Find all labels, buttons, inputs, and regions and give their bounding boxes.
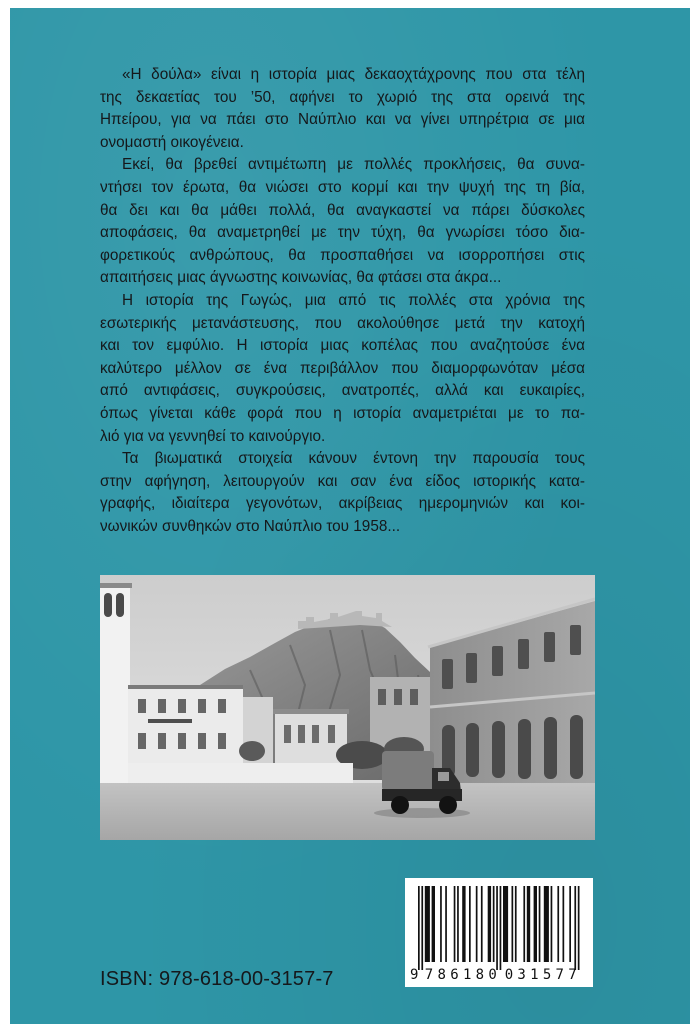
left-building-roof — [128, 685, 243, 689]
barcode-bar — [454, 886, 456, 962]
barcode-bar — [493, 886, 495, 962]
text-line: και τον εμφύλιο. Η ιστορία μιας κοπέλας που αναζητούσε ένα — [100, 337, 585, 355]
barcode-bar — [469, 886, 471, 962]
barcode-bar — [551, 886, 553, 962]
ground — [100, 783, 595, 840]
text-line: εσωτερικής μετανάστευσης, που ακολούθησε μετά την κατοχή — [100, 314, 585, 332]
text-line: απαιτήσεις μιας άγνωστης κοινωνίας, θα φτάσει στα άκρα... — [100, 269, 502, 287]
isbn-label: ISBN: 978-618-00-3157-7 — [100, 968, 334, 990]
bell-tower-window — [116, 593, 124, 617]
text-line: «Η δούλα» είναι η ιστορία μιας δεκαοχτάχρονης που στα τέλη — [122, 66, 585, 83]
barcode-guard-bar — [496, 886, 498, 970]
barcode-bar — [539, 886, 541, 962]
blurb-text — [100, 64, 585, 538]
text-line: όπως γίνεται κάθε φορά που η ιστορία αναμετριέται με το πα- — [100, 404, 585, 422]
barcode-bar — [527, 886, 530, 962]
text-line: ντήσει τον έρωτα, θα νιώσει στο κορμί και την ψυχή της τη βία, — [100, 178, 585, 196]
text-line: Ηπείρου, για να πάει στο Ναύπλιο και να γίνει υπηρέτρια σε μια — [100, 111, 585, 129]
text-line: της δεκαετίας του ’50, αφήνει το χωριό της στα ορεινά της — [100, 88, 585, 106]
barcode-bar — [432, 886, 435, 962]
barcode-first-digit: 9 — [410, 967, 419, 983]
barcode-bar — [512, 886, 514, 962]
barcode-bar — [563, 886, 565, 962]
text-line: γραφής, ιδιαίτερα γεγονότων, ακρίβειας ημερομηνιών και κοι- — [100, 495, 585, 513]
barcode-bar — [481, 886, 483, 962]
barcode-left-digits: 786180 — [424, 967, 497, 983]
text-line: στην αφήγηση, λειτουργούν και σαν ένα είδος ιστορικής κατα- — [100, 472, 585, 490]
text-line: Τα βιωματικά στοιχεία κάνουν έντονη την παρουσία τους — [122, 450, 585, 468]
tree — [239, 741, 265, 761]
barcode-bar — [569, 886, 571, 962]
barcode-graphic — [405, 878, 593, 987]
barcode-bar — [488, 886, 491, 962]
text-line: ονομαστή οικογένεια. — [100, 133, 244, 151]
barcode-bar — [462, 886, 465, 962]
cover-photo — [100, 575, 595, 840]
barcode-guard-bar — [418, 886, 420, 970]
barcode-bars — [418, 886, 580, 970]
middle-right-building-windows — [378, 689, 418, 705]
truck-wheel — [439, 796, 457, 814]
barcode-bar — [476, 886, 478, 962]
truck-cargo — [382, 751, 434, 791]
barcode-bar — [457, 886, 459, 962]
left-building-balcony — [148, 719, 192, 723]
barcode-bar — [534, 886, 537, 962]
nafplio-photo-illustration — [100, 575, 595, 840]
truck-windshield — [438, 772, 449, 781]
barcode-bar — [515, 886, 517, 962]
text-line: καλύτερο μέλλον σε ένα περιβάλλον που διαμορφωνόταν μέσα — [100, 359, 585, 377]
text-line: λιό για να γεννηθεί το καινούργιο. — [100, 427, 326, 445]
text-line: θα δει και θα μάθει πολλά, θα αναγκαστεί να πάρει δύσκολες — [100, 201, 585, 219]
barcode-guard-bar — [421, 886, 423, 970]
back-cover — [10, 8, 690, 1024]
barcode-bar — [440, 886, 442, 962]
barcode-bar — [445, 886, 447, 962]
barcode-bar — [503, 886, 508, 962]
middle-building-roof — [273, 709, 349, 714]
text-line: Εκεί, θα βρεθεί αντιμέτωπη με πολλές προκλήσεις, θα συνα- — [122, 156, 585, 174]
barcode-bar — [557, 886, 559, 962]
text-line: φορετικούς ανθρώπους, θα προσπαθήσει να ισορροπήσει στις — [100, 246, 585, 264]
barcode-bar — [425, 886, 430, 962]
barcode-right-digits: 031577 — [504, 967, 577, 983]
barcode-guard-bar — [500, 886, 502, 970]
barcode — [405, 878, 593, 987]
barcode-bar — [544, 886, 549, 962]
text-line: αποφάσεις, θα αναμετρηθεί με την τύχη, θα γνωρίσει τόσο δια- — [100, 224, 585, 242]
text-line: νωνικών συνθηκών στο Ναύπλιο του 1958... — [100, 517, 401, 535]
truck-wheel — [391, 796, 409, 814]
text-line: Η ιστορία της Γωγώς, μια από τις πολλές στα χρόνια της — [122, 291, 585, 309]
text-line: από αντιφάσεις, συγκρούσεις, ανατροπές, αλλά και ευκαιρίες, — [100, 382, 585, 400]
barcode-guard-bar — [574, 886, 576, 970]
bell-tower-roof — [100, 583, 132, 588]
barcode-guard-bar — [578, 886, 580, 970]
bell-tower-window — [104, 593, 112, 617]
barcode-bar — [523, 886, 525, 962]
